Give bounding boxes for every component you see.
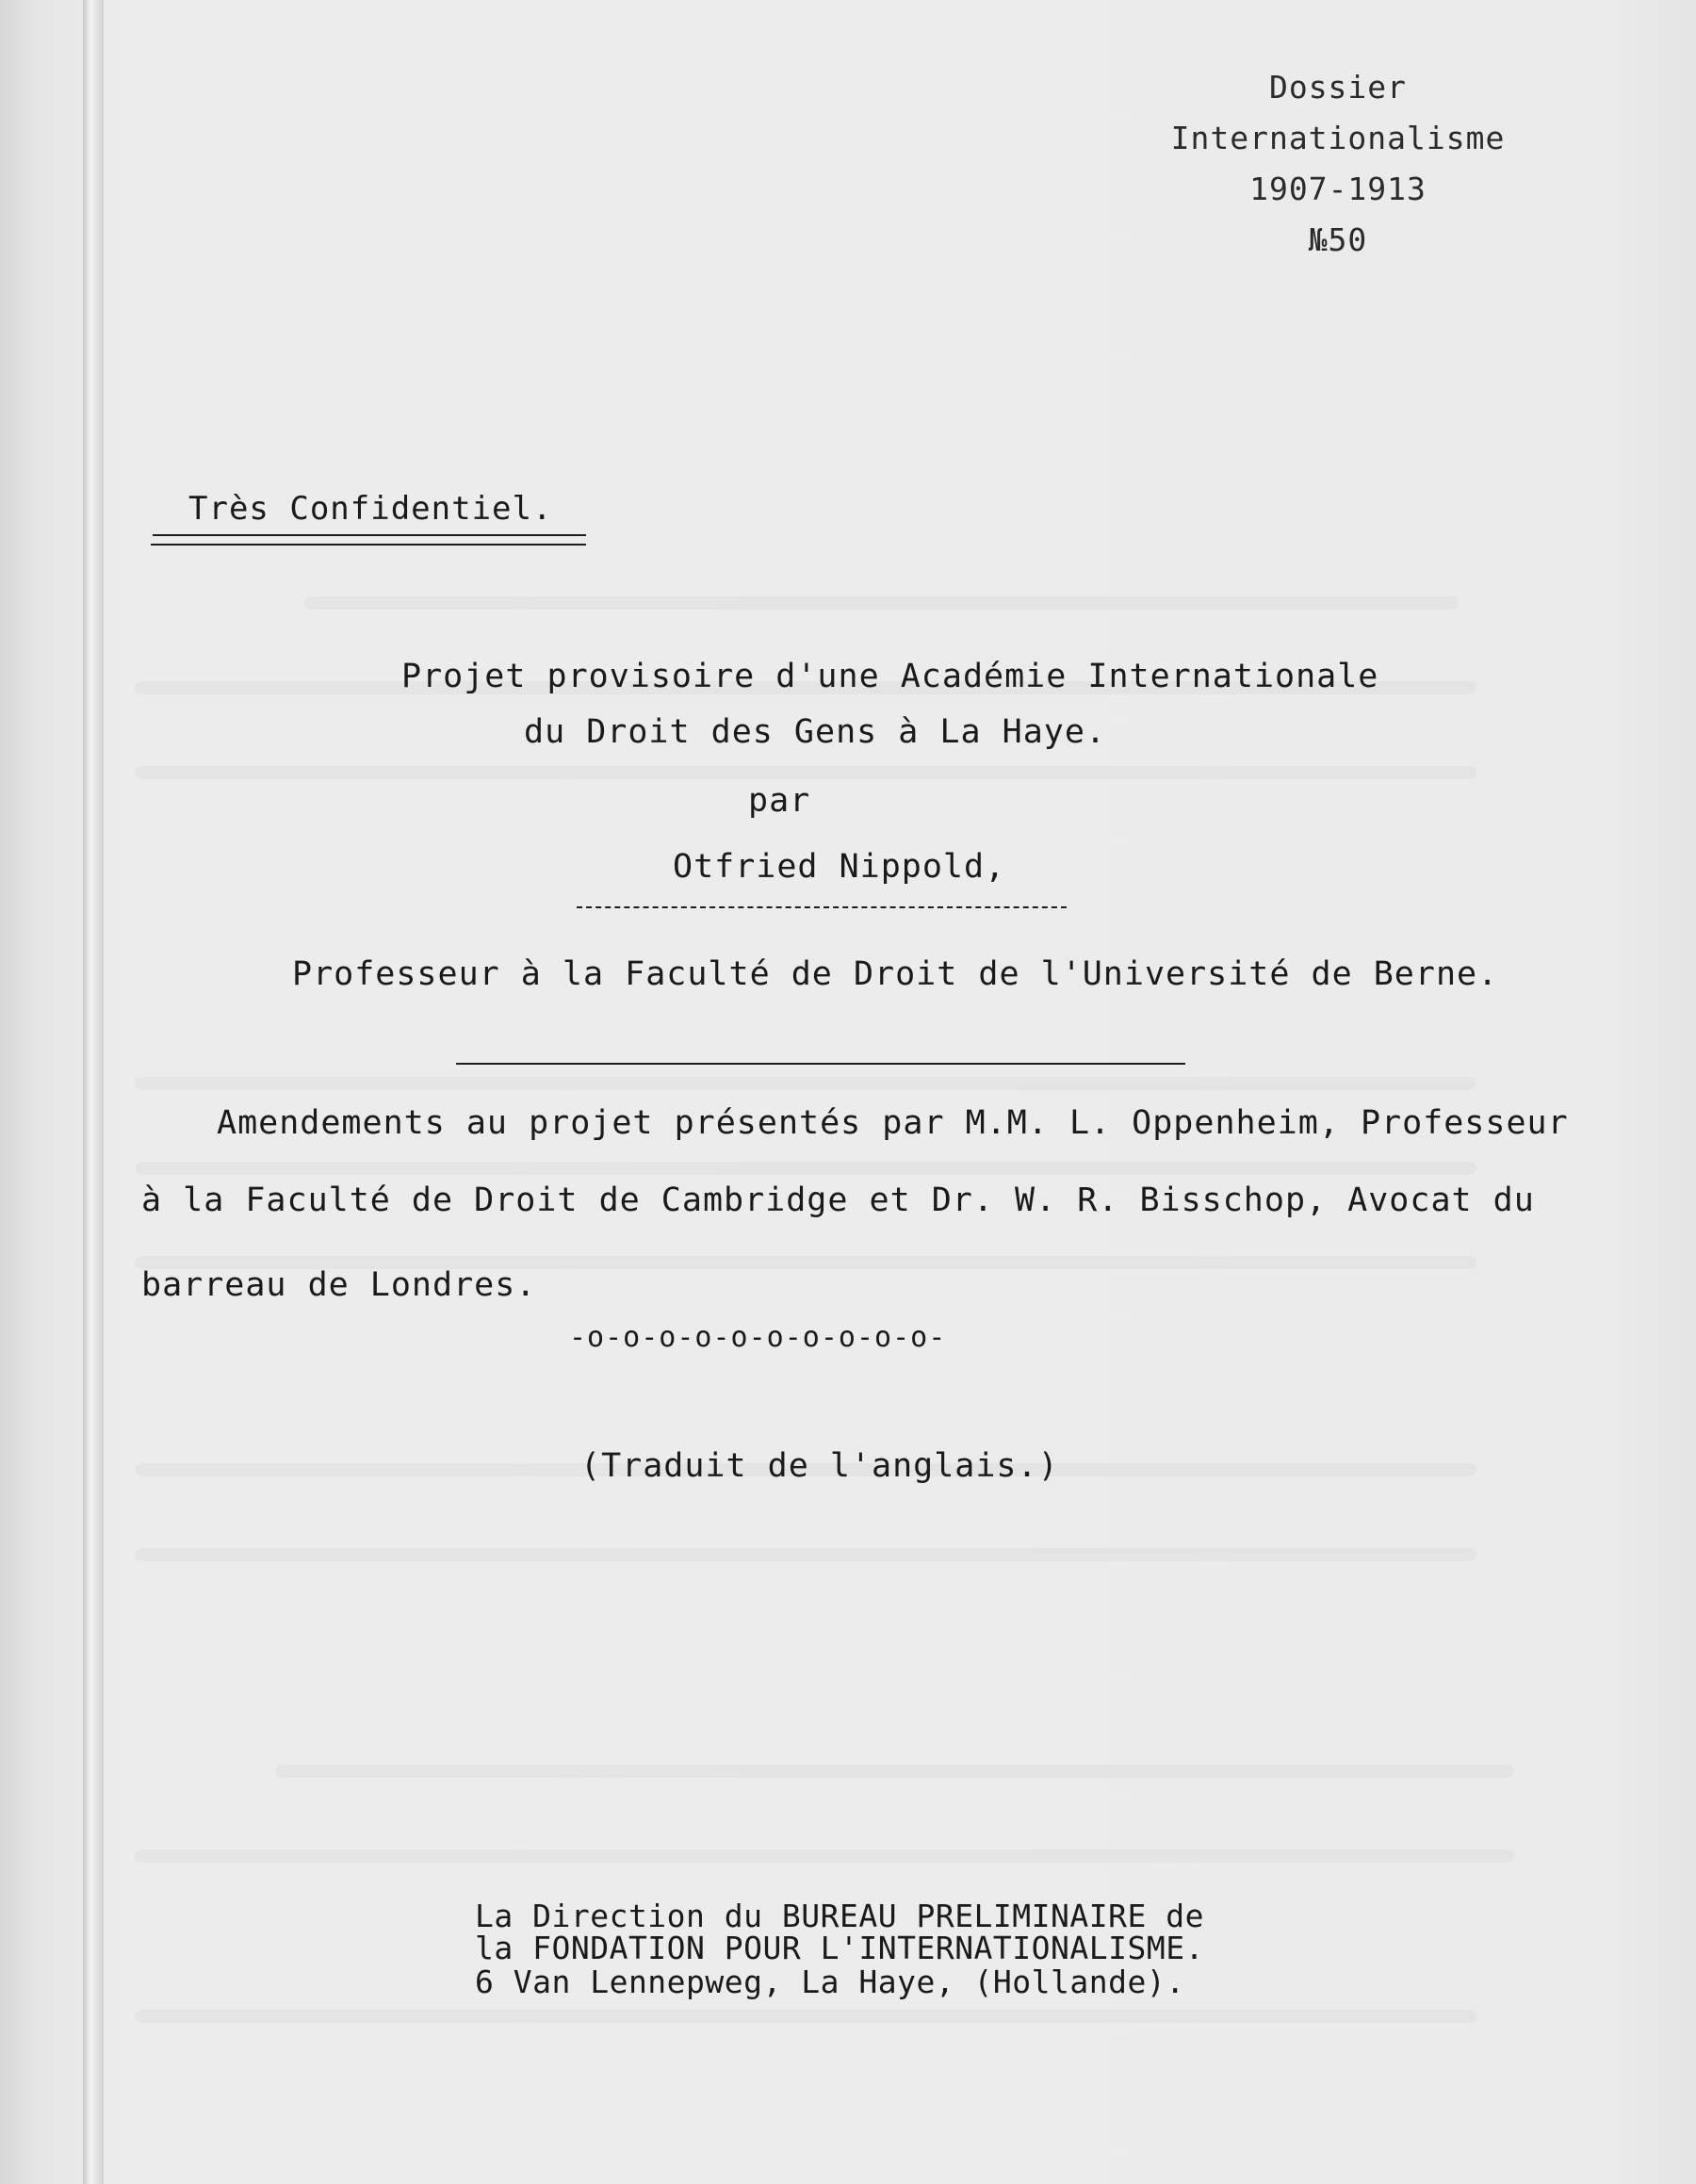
affiliation-separator xyxy=(456,1063,1185,1065)
confidential-underline-1 xyxy=(153,534,586,536)
author-separator xyxy=(577,906,1067,908)
title-by: par xyxy=(748,782,811,820)
amendments-separator: -o-o-o-o-o-o-o-o-o-o- xyxy=(569,1321,947,1354)
stamp-number: №50 xyxy=(1308,221,1368,258)
footer-line-1: La Direction du BUREAU PRELIMINAIRE de xyxy=(475,1898,1204,1934)
footer-line-3: 6 Van Lennepweg, La Haye, (Hollande). xyxy=(475,1964,1185,2000)
amendments-line-1: Amendements au projet présentés par M.M. L. Oppenheim, Professeur xyxy=(217,1104,1569,1142)
title-affiliation: Professeur à la Faculté de Droit de l'Université de Berne. xyxy=(292,955,1499,993)
translation-note: (Traduit de l'anglais.) xyxy=(580,1447,1059,1485)
footer-line-2: la FONDATION POUR L'INTERNATIONALISME. xyxy=(475,1930,1204,1966)
confidential-label: Très Confidentiel. xyxy=(188,490,553,528)
stamp-internationalisme: Internationalisme xyxy=(1170,120,1506,156)
title-line-2: du Droit des Gens à La Haye. xyxy=(524,713,1107,751)
stamp-dossier: Dossier xyxy=(1268,69,1408,106)
amendments-line-2: à la Faculté de Droit de Cambridge et Dr. W. R. Bisschop, Avocat du xyxy=(141,1182,1535,1219)
title-line-1: Projet provisoire d'une Académie Internationale xyxy=(401,658,1379,695)
amendments-line-3: barreau de Londres. xyxy=(141,1266,537,1304)
confidential-underline-2 xyxy=(151,544,586,546)
stamp-years: 1907-1913 xyxy=(1249,171,1427,207)
archive-stamp xyxy=(1150,62,1526,266)
title-author: Otfried Nippold, xyxy=(673,848,1006,886)
